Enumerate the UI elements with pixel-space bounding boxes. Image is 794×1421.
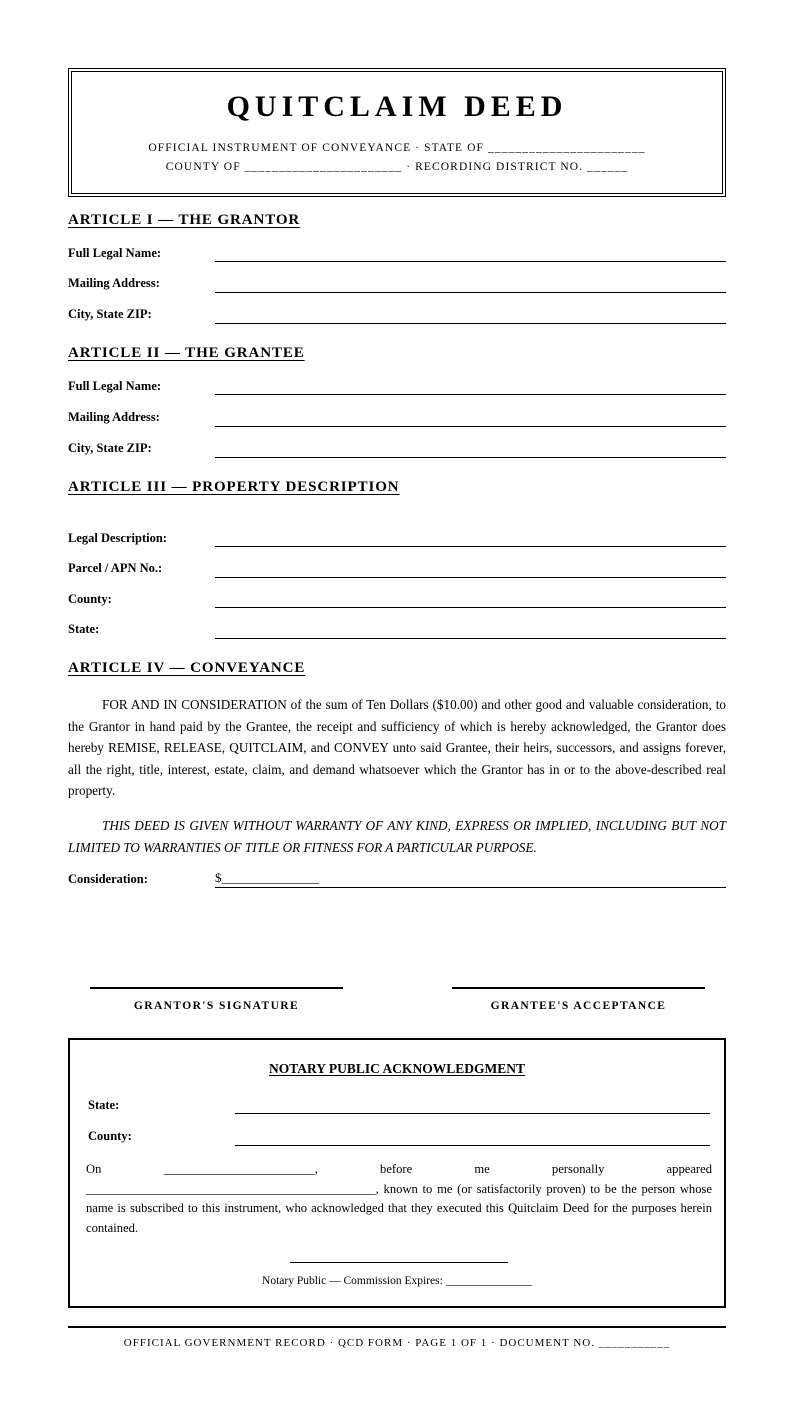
consideration-label: Consideration: bbox=[68, 872, 148, 886]
notary-title: NOTARY PUBLIC ACKNOWLEDGMENT bbox=[268, 1061, 526, 1076]
notary-acknowledgment-box bbox=[68, 1038, 726, 1308]
parcel-apn-label: Parcel / APN No.: bbox=[68, 561, 163, 575]
grantor-city-state-zip-label: City, State ZIP: bbox=[68, 307, 152, 321]
legal-description-input[interactable] bbox=[215, 546, 726, 547]
notary-state-input[interactable] bbox=[235, 1113, 710, 1114]
consideration-input[interactable] bbox=[215, 887, 726, 888]
document-header-inner bbox=[71, 71, 723, 194]
property-state-input[interactable] bbox=[215, 638, 726, 639]
grantor-signature-caption: GRANTOR'S SIGNATURE bbox=[133, 1000, 300, 1012]
grantee-mailing-address-input[interactable] bbox=[215, 426, 726, 427]
consideration-amount-value[interactable]: $_______________ bbox=[215, 870, 319, 885]
footer-text: OFFICIAL GOVERNMENT RECORD · QCD FORM · PAGE 1 OF 1 · DOCUMENT NO. ___________ bbox=[123, 1337, 671, 1349]
warranty-disclaimer-paragraph: THIS DEED IS GIVEN WITHOUT WARRANTY OF ANY KIND, EXPRESS OR IMPLIED, INCLUDING BUT NOT LIMITED TO WARRANTIES OF TITLE OR FITNESS FOR A PARTICULAR PURPOSE. bbox=[68, 818, 726, 855]
notary-county-input[interactable] bbox=[235, 1145, 710, 1146]
footer-divider bbox=[68, 1326, 726, 1328]
document-header-box bbox=[68, 68, 726, 197]
property-county-input[interactable] bbox=[215, 607, 726, 608]
grantee-full-name-label: Full Legal Name: bbox=[68, 379, 162, 393]
grantor-city-state-zip-input[interactable] bbox=[215, 323, 726, 324]
grantee-city-state-zip-input[interactable] bbox=[215, 457, 726, 458]
grantee-full-name-input[interactable] bbox=[215, 394, 726, 395]
legal-description-label: Legal Description: bbox=[68, 531, 167, 545]
grantor-full-name-input[interactable] bbox=[215, 261, 726, 262]
grantor-mailing-address-input[interactable] bbox=[215, 292, 726, 293]
article-heading-grantee: ARTICLE II — THE GRANTEE bbox=[68, 345, 305, 361]
notary-acknowledgment-paragraph: On ________________________, before me personally appeared ______________________________________________, known to me (or satisfactorily proven) to be the person whose name is subscribed to this instrument, who acknowledged that they executed this Quitclaim Deed for the purposes herein contained. bbox=[86, 1162, 712, 1235]
notary-state-label: State: bbox=[88, 1098, 120, 1112]
grantee-city-state-zip-label: City, State ZIP: bbox=[68, 441, 152, 455]
article-heading-conveyance: ARTICLE IV — CONVEYANCE bbox=[68, 660, 306, 676]
header-subtitle-line-1: OFFICIAL INSTRUMENT OF CONVEYANCE · STATE OF _______________________ bbox=[148, 142, 646, 154]
parcel-apn-input[interactable] bbox=[215, 577, 726, 578]
property-county-label: County: bbox=[68, 592, 112, 606]
article-heading-grantor: ARTICLE I — THE GRANTOR bbox=[68, 212, 301, 228]
grantee-mailing-address-label: Mailing Address: bbox=[68, 410, 160, 424]
notary-commission-caption: Notary Public — Commission Expires: _______________ bbox=[262, 1275, 532, 1287]
property-state-label: State: bbox=[68, 622, 100, 636]
conveyance-paragraph: FOR AND IN CONSIDERATION of the sum of Ten Dollars ($10.00) and other good and valuable consideration, to the Grantor in hand paid by the Grantee, the receipt and sufficiency of which is hereby acknowledged, the Grantor does hereby REMISE, RELEASE, QUITCLAIM, and CONVEY unto said Grantee, their heirs, successors, and assigns forever, all the right, title, interest, estate, claim, and demand whatsoever which the Grantor has in or to the above-described real property. bbox=[68, 697, 726, 798]
notary-county-label: County: bbox=[88, 1129, 132, 1143]
grantor-signature-line[interactable] bbox=[90, 987, 343, 989]
article-heading-property-description: ARTICLE III — PROPERTY DESCRIPTION bbox=[68, 479, 400, 495]
grantee-signature-caption: GRANTEE'S ACCEPTANCE bbox=[490, 1000, 667, 1012]
notary-signature-line[interactable] bbox=[290, 1262, 508, 1263]
header-subtitle-line-2: COUNTY OF _______________________ · RECORDING DISTRICT NO. ______ bbox=[165, 161, 629, 173]
grantee-signature-line[interactable] bbox=[452, 987, 705, 989]
grantor-full-name-label: Full Legal Name: bbox=[68, 246, 162, 260]
grantor-mailing-address-label: Mailing Address: bbox=[68, 276, 160, 290]
page-title: QUITCLAIM DEED bbox=[226, 90, 568, 123]
